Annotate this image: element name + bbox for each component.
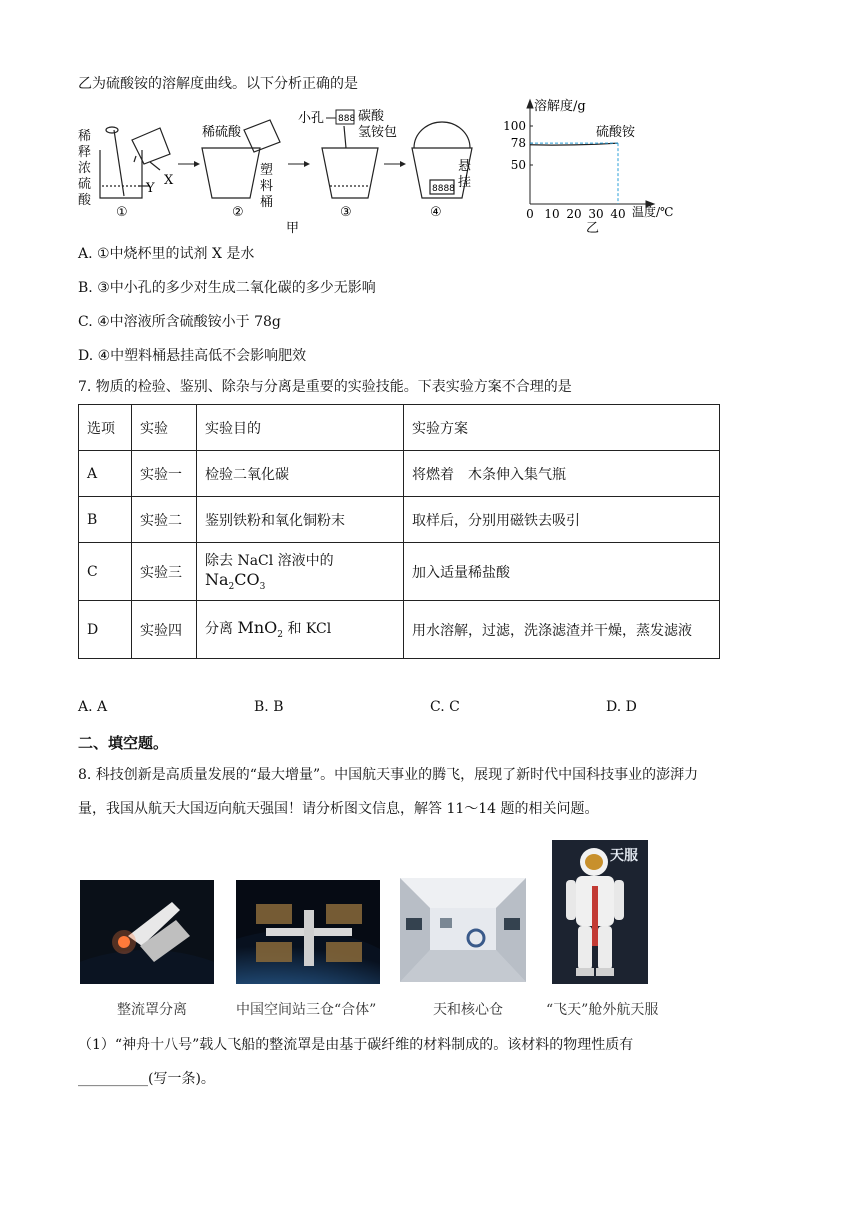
x-axis-label: 温度/℃	[632, 205, 674, 219]
photo-caption: 中国空间站三仓“合体”	[236, 1002, 377, 1018]
table-cell: 取样后，分别用磁铁去吸引	[404, 497, 720, 543]
q8-stem-line1: 8. 科技创新是高质量发展的“最大增量”。中国航天事业的腾飞，展现了新时代中国科技事业的澎湃力	[78, 767, 699, 783]
q8-sub1-line2: __________(写一条)。	[78, 1071, 215, 1087]
table-cell: C	[79, 543, 132, 601]
suit-banner: 天服	[610, 848, 638, 864]
table-cell: 分离 MnO$_2$ 和 KCl	[197, 601, 404, 659]
y-tick-label: 50	[510, 158, 526, 172]
table-header-row	[79, 405, 720, 451]
table-cell: 实验三	[132, 543, 197, 601]
q6-option-c: C. ④中溶液所含硫酸铵小于 78g	[78, 314, 281, 330]
q7-answer-c: C. C	[430, 699, 460, 715]
table-cell	[197, 543, 404, 601]
plastic-bucket-char: 桶	[260, 195, 274, 210]
chemical-formula: MnO$_2$	[237, 618, 283, 641]
tianhe-module-photo	[400, 878, 526, 982]
q6-option-b: B. ③中小孔的多少对生成二氧化碳的多少无影响	[78, 280, 376, 296]
table-cell: 鉴别铁粉和氧化铜粉末	[197, 497, 404, 543]
q8-sub1-line1: （1）“神舟十八号”载人飞船的整流罩是由基于碳纤维的材料制成的。该材料的物理性质有	[78, 1037, 634, 1053]
table-cell: B	[79, 497, 132, 543]
table-header: 实验目的	[197, 405, 404, 451]
bag-label: 氢铵包	[358, 125, 398, 140]
figure-jia-caption: 甲	[286, 221, 300, 236]
q7-answer-d: D. D	[606, 699, 637, 715]
chemical-formula: $Na_2CO_3$	[205, 570, 266, 593]
space-station-photo	[236, 880, 380, 984]
step-label: ③	[340, 205, 352, 220]
q8-stem-line2: 量，我国从航天大国迈向航天强国！请分析图文信息，解答 11～14 题的相关问题。	[78, 801, 599, 817]
intro-line: 乙为硫酸铵的溶解度曲线。以下分析正确的是	[78, 76, 358, 92]
dilute-label-char: 酸	[78, 193, 92, 208]
purpose-text: 除去 NaCl 溶液中的	[205, 553, 334, 570]
y-tick-label: 100	[503, 119, 526, 133]
x-tick-label: 30	[588, 207, 604, 221]
table-row	[79, 497, 720, 543]
svg-text:888: 888	[338, 114, 356, 124]
x-tick-label: 40	[610, 207, 626, 221]
table-cell: 实验四	[132, 601, 197, 659]
reagent-x: X	[164, 173, 174, 188]
step-label: ④	[430, 205, 442, 220]
table-row	[79, 543, 720, 601]
table-cell: 检验二氧化碳	[197, 451, 404, 497]
table-cell: A	[79, 451, 132, 497]
photo-caption: 整流罩分离	[117, 1002, 187, 1018]
table-header: 实验	[132, 405, 197, 451]
q7-answer-a: A. A	[78, 699, 108, 715]
solubility-chart	[500, 96, 690, 236]
dilute-label-char: 浓	[78, 161, 92, 176]
table-cell: 将燃着 木条伸入集气瓶	[404, 451, 720, 497]
q7-answer-b: B. B	[254, 699, 284, 715]
beaker-step-1	[100, 127, 170, 198]
photo-caption: “飞天”舱外航天服	[546, 1002, 659, 1018]
table-cell: 实验二	[132, 497, 197, 543]
q6-option-d: D. ④中塑料桶悬挂高低不会影响肥效	[78, 348, 307, 364]
photo-caption: 天和核心仓	[433, 1002, 503, 1018]
experiment-table	[78, 404, 720, 659]
y-tick-label: 78	[510, 136, 526, 151]
dilute-label-char: 释	[78, 145, 92, 160]
x-tick-label: 10	[544, 207, 560, 221]
table-cell: 实验一	[132, 451, 197, 497]
spacesuit-photo	[552, 840, 648, 984]
figure-yi-caption: 乙	[586, 221, 600, 236]
plastic-bucket-char: 料	[260, 179, 274, 194]
hang-label: 悬	[458, 159, 472, 174]
x-tick-label: 20	[566, 207, 582, 221]
hang-label: 挂	[458, 175, 472, 190]
section-heading: 二、填空题。	[78, 734, 169, 752]
table-row	[79, 451, 720, 497]
series-line	[530, 143, 618, 145]
plastic-bucket-char: 塑	[260, 163, 274, 178]
step-label: ①	[116, 205, 128, 220]
dilute-label-char: 硫	[78, 177, 92, 192]
apparatus-diagram	[74, 100, 494, 236]
dilute-acid-label: 稀硫酸	[202, 125, 242, 140]
table-row	[79, 601, 720, 659]
bag-label: 碳酸	[358, 109, 385, 124]
q6-option-a: A. ①中烧杯里的试剂 X 是水	[78, 246, 255, 262]
step-label: ②	[232, 205, 244, 220]
small-hole-label: 小孔	[298, 111, 325, 126]
table-cell: 用水溶解，过滤，洗涤滤渣并干燥，蒸发滤液	[404, 601, 720, 659]
table-header: 实验方案	[404, 405, 720, 451]
purpose-text: 分离	[205, 621, 238, 638]
q7-stem: 7. 物质的检验、鉴别、除杂与分离是重要的实验技能。下表实验方案不合理的是	[78, 379, 572, 395]
x-tick-label: 0	[526, 207, 534, 221]
reagent-y: Y	[146, 181, 155, 196]
dilute-label-char: 稀	[78, 129, 92, 144]
y-axis-label: 溶解度/g	[534, 99, 586, 114]
svg-text:8888: 8888	[432, 184, 455, 194]
series-label: 硫酸铵	[596, 125, 636, 140]
table-cell: 加入适量稀盐酸	[404, 543, 720, 601]
table-header: 选项	[79, 405, 132, 451]
fairing-separation-photo	[80, 880, 214, 984]
table-cell: D	[79, 601, 132, 659]
